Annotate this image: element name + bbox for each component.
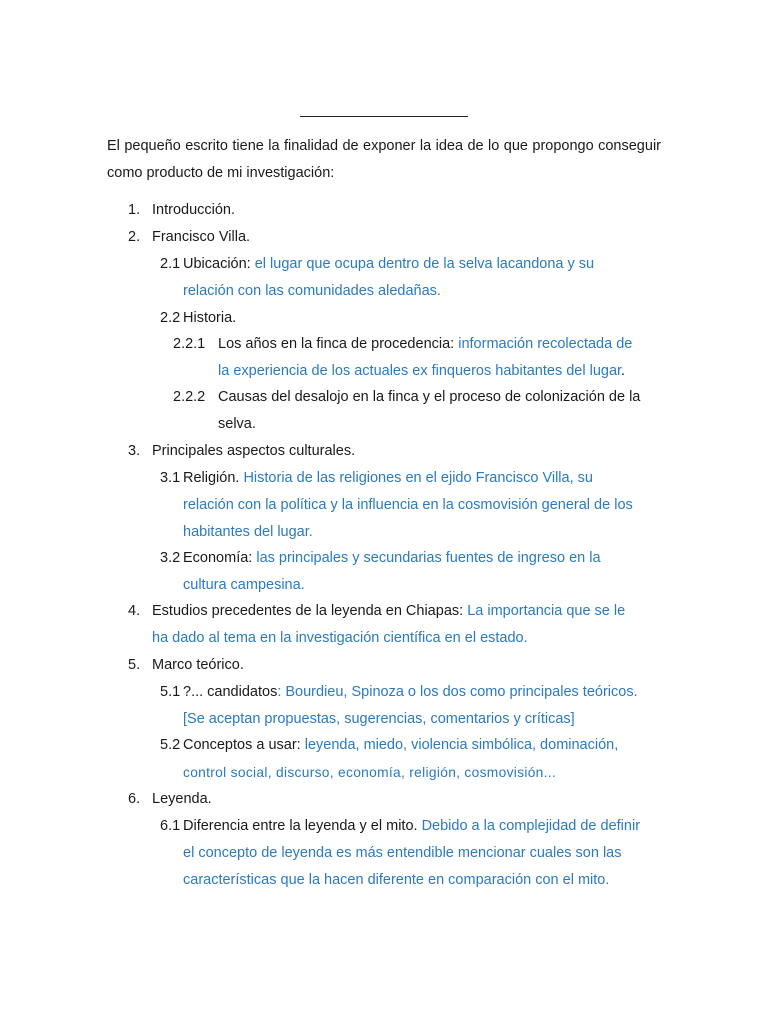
item-religion xyxy=(183,465,593,492)
item-description: : Bourdieu, Spinoza o los dos como principales teóricos. xyxy=(277,684,638,700)
item-description: La importancia que se le xyxy=(467,603,626,619)
item-label: Conceptos a usar: xyxy=(183,737,305,753)
item-description-continued: control social, discurso, economía, religión, cosmovisión... xyxy=(183,765,557,780)
item-number: 5. xyxy=(128,657,141,673)
item-candidatos xyxy=(183,679,638,706)
item-description-continued xyxy=(218,358,625,385)
item-number: 6. xyxy=(128,791,141,807)
item-description: las principales y secundarias fuentes de ingreso en la xyxy=(256,550,601,566)
item-label: Estudios precedentes de la leyenda en Chiapas: xyxy=(152,603,468,619)
item-diferencia-leyenda-mito xyxy=(183,813,640,840)
item-label: Francisco Villa. xyxy=(152,229,251,245)
item-number: 1. xyxy=(128,202,141,218)
item-historia xyxy=(183,305,236,332)
item-number: 2.2 xyxy=(160,310,181,326)
item-description: Historia de las religiones en el ejido Francisco Villa, su xyxy=(243,470,593,486)
item-description: información recolectada de xyxy=(458,336,633,352)
item-description-continued: ha dado al tema en la investigación científica en el estado. xyxy=(152,630,528,646)
item-number: 3.2 xyxy=(160,550,181,566)
item-number: 5.1 xyxy=(160,684,181,700)
item-number: 2.1 xyxy=(160,256,181,272)
item-number: 5.2 xyxy=(160,737,181,753)
item-label: Religión. xyxy=(183,470,244,486)
item-marco-teorico xyxy=(152,652,244,679)
top-rule xyxy=(300,116,468,117)
item-description-continued: [Se aceptan propuestas, sugerencias, comentarios y críticas] xyxy=(183,711,575,727)
item-label: Marco teórico. xyxy=(152,657,244,673)
item-causas-desalojo: Causas del desalojo en la finca y el proceso de colonización de la xyxy=(218,389,641,405)
item-label: Introducción. xyxy=(152,202,236,218)
item-conceptos xyxy=(183,732,618,759)
item-economia xyxy=(183,545,601,572)
item-description-continued: el concepto de leyenda es más entendible mencionar cuales son las xyxy=(183,845,622,861)
item-description-continued: cultura campesina. xyxy=(183,577,305,593)
item-label-continued: selva. xyxy=(218,416,256,432)
item-number: 3. xyxy=(128,443,141,459)
item-label: Los años en la finca de procedencia: xyxy=(218,336,459,352)
item-ubicacion xyxy=(183,251,594,278)
item-label: Leyenda. xyxy=(152,791,212,807)
item-aspectos-culturales xyxy=(152,438,355,465)
item-description: leyenda, miedo, violencia simbólica, dominación, xyxy=(304,737,619,753)
item-label: Historia. xyxy=(183,310,237,326)
item-number: 4. xyxy=(128,603,141,619)
item-description-continued: relación con las comunidades aledañas. xyxy=(183,283,441,299)
item-number: 3.1 xyxy=(160,470,181,486)
item-period: . xyxy=(621,363,626,379)
item-description-continued: habitantes del lugar. xyxy=(183,524,313,540)
item-introduccion xyxy=(152,197,235,224)
item-anos-finca xyxy=(218,331,632,358)
item-label: ?... candidatos xyxy=(183,684,278,700)
item-number: 6.1 xyxy=(160,818,181,834)
item-leyenda xyxy=(152,786,212,813)
intro-paragraph: El pequeño escrito tiene la finalidad de exponer la idea de lo que propongo conseguir como producto de mi investigación: xyxy=(107,138,661,181)
item-estudios-precedentes xyxy=(152,598,625,625)
item-description: la experiencia de los actuales ex finqueros habitantes del lugar xyxy=(218,363,622,379)
item-francisco-villa xyxy=(152,224,250,251)
item-label: Diferencia entre la leyenda y el mito. xyxy=(183,818,422,834)
item-label: Ubicación: xyxy=(183,256,255,272)
item-number: 2.2.2 xyxy=(173,389,206,405)
item-number: 2. xyxy=(128,229,141,245)
item-number: 2.2.1 xyxy=(173,336,206,352)
item-description: Debido a la complejidad de definir xyxy=(421,818,641,834)
item-description-continued: características que la hacen diferente en comparación con el mito. xyxy=(183,872,610,888)
item-label: Economía: xyxy=(183,550,257,566)
item-description-continued: relación con la política y la influencia en la cosmovisión general de los xyxy=(183,497,633,513)
item-label: Principales aspectos culturales. xyxy=(152,443,356,459)
item-description: el lugar que ocupa dentro de la selva lacandona y su xyxy=(254,256,595,272)
